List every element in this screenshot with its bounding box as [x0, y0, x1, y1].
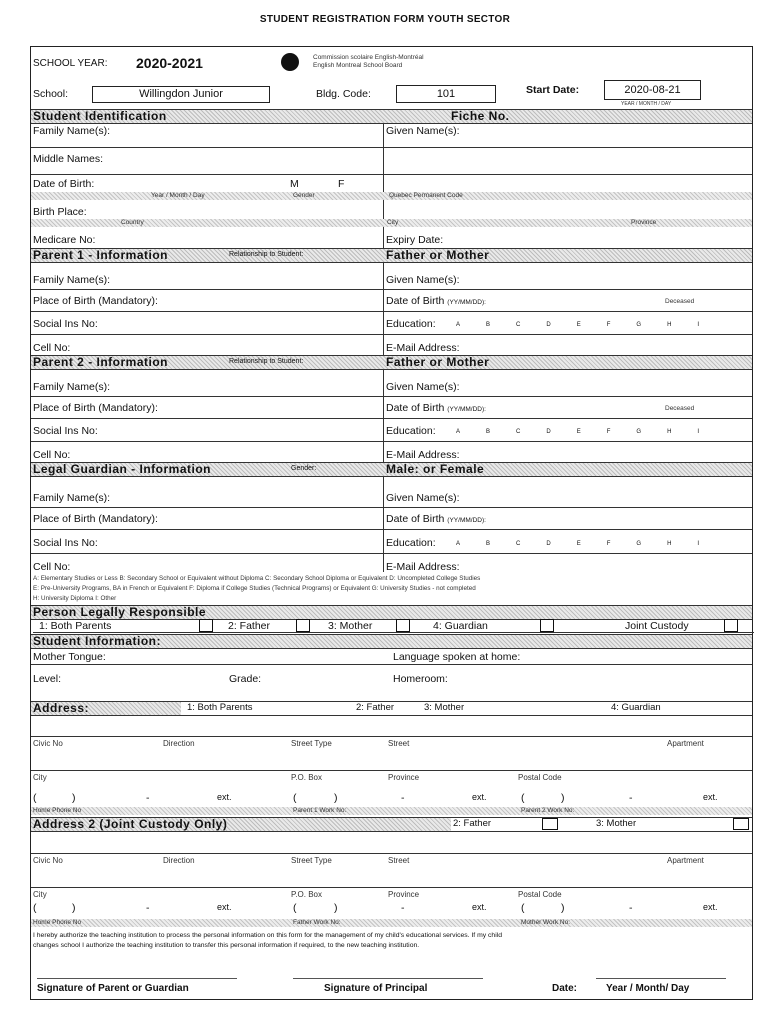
g-email[interactable]: E-Mail Address: — [386, 561, 460, 573]
p2-family-name[interactable]: Family Name(s): — [33, 381, 111, 393]
p2-education-options[interactable]: A B C D E F G H I — [456, 429, 700, 435]
principal-signature-line[interactable] — [293, 978, 483, 979]
school-field[interactable]: Willingdon Junior — [92, 86, 270, 103]
parent2-relationship: Relationship to Student: — [229, 358, 304, 365]
address2-title: Address 2 (Joint Custody Only) — [33, 817, 228, 831]
gender-f[interactable]: F — [338, 178, 345, 190]
addr1-parent-work2-hint: Parent 2 Work No: — [521, 807, 575, 814]
medicare-label[interactable]: Medicare No: — [33, 234, 96, 246]
student-family-name-label[interactable]: Family Name(s): — [33, 125, 111, 137]
parent2-header — [31, 355, 752, 370]
p1-email[interactable]: E-Mail Address: — [386, 342, 460, 354]
p2-deceased[interactable]: Deceased — [665, 405, 695, 412]
guardian-male-or-female[interactable]: Male: or Female — [386, 462, 485, 476]
date-label: Date: — [552, 983, 578, 994]
form-title: STUDENT REGISTRATION FORM YOUTH SECTOR — [259, 14, 511, 25]
addr2-mother: 3: Mother — [596, 818, 637, 829]
addr1-postal-code[interactable]: Postal Code — [518, 773, 562, 782]
bldg-code-field[interactable]: 101 — [396, 85, 496, 103]
parent1-father-or-mother[interactable]: Father or Mother — [386, 248, 490, 262]
g-cell[interactable]: Cell No: — [33, 561, 71, 573]
expiry-label[interactable]: Expiry Date: — [386, 234, 444, 246]
addr2-direction[interactable]: Direction — [163, 856, 195, 865]
addr1-civic[interactable]: Civic No — [33, 739, 63, 748]
school-year-value[interactable]: 2020-2021 — [136, 55, 203, 71]
fiche-no-title: Fiche No. — [451, 109, 510, 123]
addr1-apartment[interactable]: Apartment — [667, 739, 704, 748]
date-format: Year / Month/ Day — [606, 983, 690, 994]
addr2-po-box[interactable]: P.O. Box — [291, 890, 322, 899]
board-name-en: English Montreal School Board — [313, 62, 403, 69]
parent1-title: Parent 1 - Information — [33, 248, 169, 262]
responsible-title: Person Legally Responsible — [33, 605, 207, 619]
addr1-mother[interactable]: 3: Mother — [424, 702, 465, 713]
country-hint: Country — [121, 219, 144, 226]
education-legend-line3: H: University Diploma I: Other — [33, 595, 117, 602]
dob-hint: Year / Month / Day — [151, 192, 205, 199]
student-info-title: Student Information: — [33, 634, 161, 648]
addr1-home-phone-hint: Home Phone No — [33, 807, 82, 814]
g-education: Education: — [386, 537, 436, 549]
g-given-name[interactable]: Given Name(s): — [386, 492, 460, 504]
education-legend-line2: E: Pre-University Programs, BA in French or Equivalent F: Diploma if College Studies (Technical Programs) or Equivalent G: University Studies - not completed — [33, 585, 476, 592]
addr1-guardian[interactable]: 4: Guardian — [611, 702, 661, 713]
addr2-postal-code[interactable]: Postal Code — [518, 890, 562, 899]
birth-place-hint-strip — [31, 219, 752, 227]
resp-father: 2: Father — [228, 620, 271, 632]
addr1-street-type[interactable]: Street Type — [291, 739, 332, 748]
resp-joint-custody: Joint Custody — [625, 620, 689, 632]
p1-education: Education: — [386, 318, 436, 330]
p1-deceased[interactable]: Deceased — [665, 298, 695, 305]
addr2-province[interactable]: Province — [388, 890, 420, 899]
address1-title: Address: — [33, 701, 90, 715]
resp-father-checkbox[interactable] — [296, 619, 310, 632]
permanent-code-hint: Quebec Permanent Code — [389, 192, 463, 199]
addr1-both-parents[interactable]: 1: Both Parents — [187, 702, 253, 713]
start-date-hint: YEAR / MONTH / DAY — [621, 101, 672, 107]
addr1-phone-row[interactable]: ( ) - ext. ( ) - ext. ( ) - ext. — [33, 792, 718, 804]
p1-place-of-birth[interactable]: Place of Birth (Mandatory): — [33, 295, 158, 307]
g-family-name[interactable]: Family Name(s): — [33, 492, 111, 504]
resp-joint-custody-checkbox[interactable] — [724, 619, 738, 632]
addr1-province[interactable]: Province — [388, 773, 420, 782]
addr2-father-checkbox[interactable] — [542, 818, 558, 830]
guardian-header — [31, 462, 752, 477]
p1-given-name[interactable]: Given Name(s): — [386, 274, 460, 286]
addr1-po-box[interactable]: P.O. Box — [291, 773, 322, 782]
resp-mother: 3: Mother — [328, 620, 373, 632]
student-identification-header — [31, 109, 752, 124]
p1-social-ins[interactable]: Social Ins No: — [33, 318, 98, 330]
addr2-street-type[interactable]: Street Type — [291, 856, 332, 865]
g-dob[interactable]: Date of Birth (YY/MM/DD): — [386, 513, 486, 525]
addr2-apartment[interactable]: Apartment — [667, 856, 704, 865]
middle-names-label[interactable]: Middle Names: — [33, 153, 104, 165]
addr1-phone-strip — [31, 807, 752, 815]
section-title: Student Identification — [33, 109, 167, 123]
g-place-of-birth[interactable]: Place of Birth (Mandatory): — [33, 513, 158, 525]
start-date-field[interactable]: 2020-08-21 — [604, 80, 701, 100]
addr2-phone-row[interactable]: ( ) - ext. ( ) - ext. ( ) - ext. — [33, 902, 718, 914]
resp-both-parents: 1: Both Parents — [39, 620, 112, 632]
student-given-name-label[interactable]: Given Name(s): — [386, 125, 460, 137]
parent2-title: Parent 2 - Information — [33, 355, 169, 369]
addr2-street[interactable]: Street — [388, 856, 410, 865]
addr1-city[interactable]: City — [33, 773, 47, 782]
resp-guardian-checkbox[interactable] — [540, 619, 554, 632]
province-hint: Province — [631, 219, 657, 226]
grade[interactable]: Grade: — [229, 673, 262, 685]
addr2-civic[interactable]: Civic No — [33, 856, 63, 865]
p2-place-of-birth[interactable]: Place of Birth (Mandatory): — [33, 402, 158, 414]
p2-email[interactable]: E-Mail Address: — [386, 449, 460, 461]
gender-m[interactable]: M — [290, 178, 299, 190]
p2-social-ins[interactable]: Social Ins No: — [33, 425, 98, 437]
start-date-label: Start Date: — [526, 84, 580, 96]
p2-education: Education: — [386, 425, 436, 437]
level[interactable]: Level: — [33, 673, 62, 685]
resp-both-parents-checkbox[interactable] — [199, 619, 213, 632]
addr2-home-phone-hint: Home Phone No — [33, 919, 82, 926]
bldg-code-label: Bldg. Code: — [316, 88, 371, 100]
gender-hint: Gender — [293, 192, 315, 199]
addr2-phone-strip — [31, 919, 752, 927]
addr2-father: 2: Father — [453, 818, 492, 829]
p1-dob[interactable]: Date of Birth (YY/MM/DD): — [386, 295, 486, 307]
p1-education-options[interactable]: A B C D E F G H I — [456, 322, 700, 328]
mother-tongue[interactable]: Mother Tongue: — [33, 651, 106, 663]
p1-family-name[interactable]: Family Name(s): — [33, 274, 111, 286]
addr2-city[interactable]: City — [33, 890, 47, 899]
addr2-father-work-hint: Father Work No: — [293, 919, 341, 926]
p2-given-name[interactable]: Given Name(s): — [386, 381, 460, 393]
addr1-direction[interactable]: Direction — [163, 739, 195, 748]
addr1-street[interactable]: Street — [388, 739, 410, 748]
dob-label[interactable]: Date of Birth: — [33, 178, 95, 190]
p1-cell[interactable]: Cell No: — [33, 342, 71, 354]
homeroom[interactable]: Homeroom: — [393, 673, 448, 685]
language-home[interactable]: Language spoken at home: — [393, 651, 521, 663]
p2-dob[interactable]: Date of Birth (YY/MM/DD): — [386, 402, 486, 414]
address2-header — [31, 817, 752, 832]
education-legend-line1: A: Elementary Studies or Less B: Secondary School or Equivalent without Diploma C: Secondary School Diploma or Equivalent D: Uncompleted College Studies — [33, 575, 481, 582]
parent1-relationship: Relationship to Student: — [229, 251, 304, 258]
addr1-father[interactable]: 2: Father — [356, 702, 395, 713]
consent-line1: I hereby authorize the teaching institution to process the personal information on this form for the management of my child's educational services. If my child — [33, 932, 503, 939]
school-board-logo-icon — [281, 53, 299, 71]
resp-guardian: 4: Guardian — [433, 620, 488, 632]
p2-cell[interactable]: Cell No: — [33, 449, 71, 461]
date-line[interactable] — [596, 978, 726, 979]
addr2-mother-work-hint: Mother Work No: — [521, 919, 571, 926]
school-label: School: — [33, 88, 69, 100]
address1-header — [31, 701, 752, 716]
guardian-gender: Gender: — [291, 465, 317, 472]
dob-hint-strip — [31, 192, 752, 200]
school-year-label: SCHOOL YEAR: — [33, 58, 108, 69]
board-name-fr: Commission scolaire English-Montréal — [313, 54, 424, 61]
student-info-header — [31, 634, 752, 649]
g-education-options[interactable]: A B C D E F G H I — [456, 541, 700, 547]
parent2-father-or-mother[interactable]: Father or Mother — [386, 355, 490, 369]
g-social-ins[interactable]: Social Ins No: — [33, 537, 98, 549]
birth-place-label[interactable]: Birth Place: — [33, 206, 87, 218]
principal-signature-label: Signature of Principal — [324, 983, 428, 994]
registration-form — [30, 46, 753, 1000]
parent-signature-label: Signature of Parent or Guardian — [37, 983, 189, 994]
consent-line2: changes school I authorize the teaching institution to transfer this personal information if required, to the new teaching institution. — [33, 942, 420, 949]
resp-mother-checkbox[interactable] — [396, 619, 410, 632]
parent1-header — [31, 248, 752, 263]
guardian-title: Legal Guardian - Information — [33, 462, 212, 476]
responsible-header — [31, 605, 752, 620]
city-hint: City — [387, 219, 399, 226]
addr2-mother-checkbox[interactable] — [733, 818, 749, 830]
parent-signature-line[interactable] — [37, 978, 237, 979]
addr1-parent-work-hint: Parent 1 Work No: — [293, 807, 347, 814]
